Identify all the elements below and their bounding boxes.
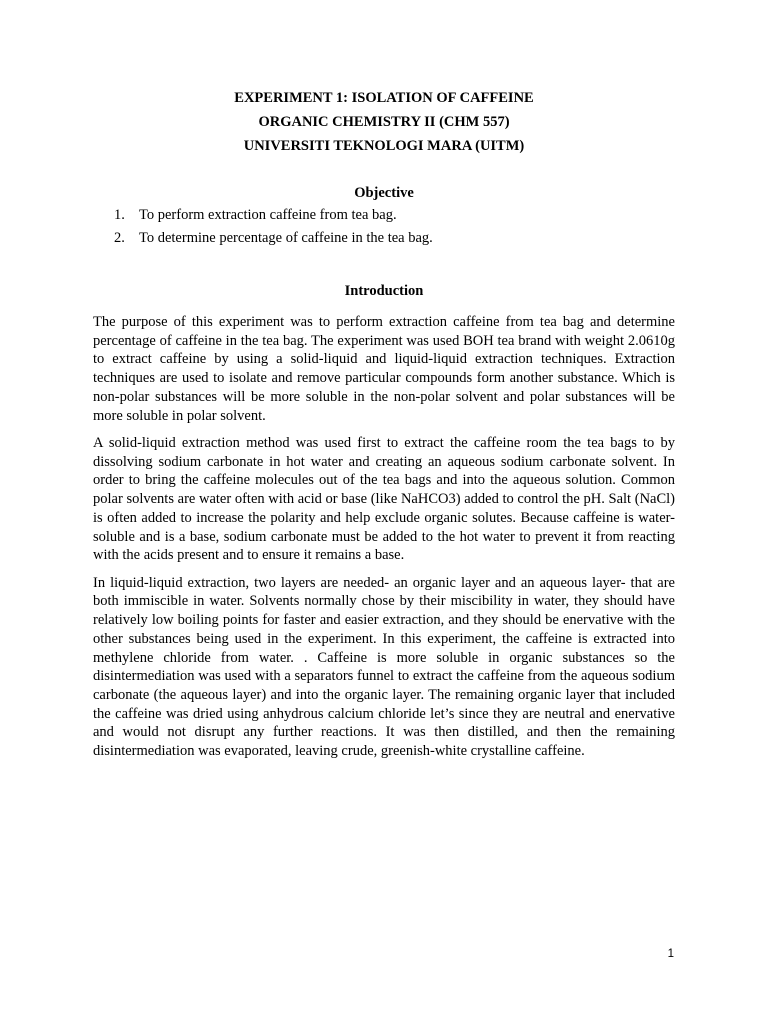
objective-list [93, 204, 675, 250]
objective-item [93, 227, 675, 250]
objective-number: 2. [114, 230, 125, 246]
page-number: 1 [667, 948, 674, 960]
objective-heading: Objective [354, 185, 414, 201]
introduction-heading: Introduction [344, 283, 424, 299]
introduction-paragraph: In liquid-liquid extraction, two layers are needed- an organic layer and an aqueous layer- that are both immiscible in water. Solvents normally chose by their miscibility in water, they should have relatively low boiling points for faster and easier extraction, and they should be enervative with the other substances being used in the experiment. In this experiment, the caffeine is extracted into methylene chloride from water. . Caffeine is more soluble in organic substances so the disintermediation was used with a separators funnel to extract the caffeine from the aqueous sodium carbonate (the aqueous layer) and into the organic layer. The remaining organic layer that included the caffeine was dried using anhydrous calcium chloride let’s since they are neutral and enervative and would not disrupt any further reactions. It was then distilled, and then the remaining disintermediation was evaporated, leaving crude, greenish-white crystalline caffeine. [93, 574, 675, 760]
objective-item [93, 204, 675, 227]
objective-number: 1. [114, 207, 125, 223]
document-header [93, 86, 675, 158]
objective-text: To perform extraction caffeine from tea bag. [139, 207, 397, 223]
university-title: UNIVERSITI TEKNOLOGI MARA (UITM) [243, 138, 525, 154]
experiment-title: EXPERIMENT 1: ISOLATION OF CAFFEINE [234, 90, 534, 106]
objective-text: To determine percentage of caffeine in the tea bag. [139, 230, 433, 246]
course-title: ORGANIC CHEMISTRY II (CHM 557) [258, 114, 510, 130]
introduction-paragraph: A solid-liquid extraction method was used first to extract the caffeine room the tea bags to by dissolving sodium carbonate in hot water and creating an aqueous sodium carbonate solvent. In order to bring the caffeine molecules out of the tea bags and into the aqueous solution. Common polar solvents are water often with acid or base (like NaHCO3) added to control the pH. Salt (NaCl) is often added to increase the polarity and help exclude organic solutes. Because caffeine is water-soluble and is a base, sodium carbonate must be added to the hot water to prevent it from reacting with the acids present and to ensure it remains a base. [93, 435, 675, 564]
introduction-paragraph: The purpose of this experiment was to perform extraction caffeine from tea bag and determine percentage of caffeine in the tea bag. The experiment was used BOH tea brand with weight 2.0610g to extract caffeine by using a solid-liquid and liquid-liquid extraction techniques. Extraction techniques are used to isolate and remove particular compounds form another substance. Which is non-polar substances will be more soluble in the non-polar solvent and polar substances will be more soluble in polar solvent. [93, 314, 675, 424]
